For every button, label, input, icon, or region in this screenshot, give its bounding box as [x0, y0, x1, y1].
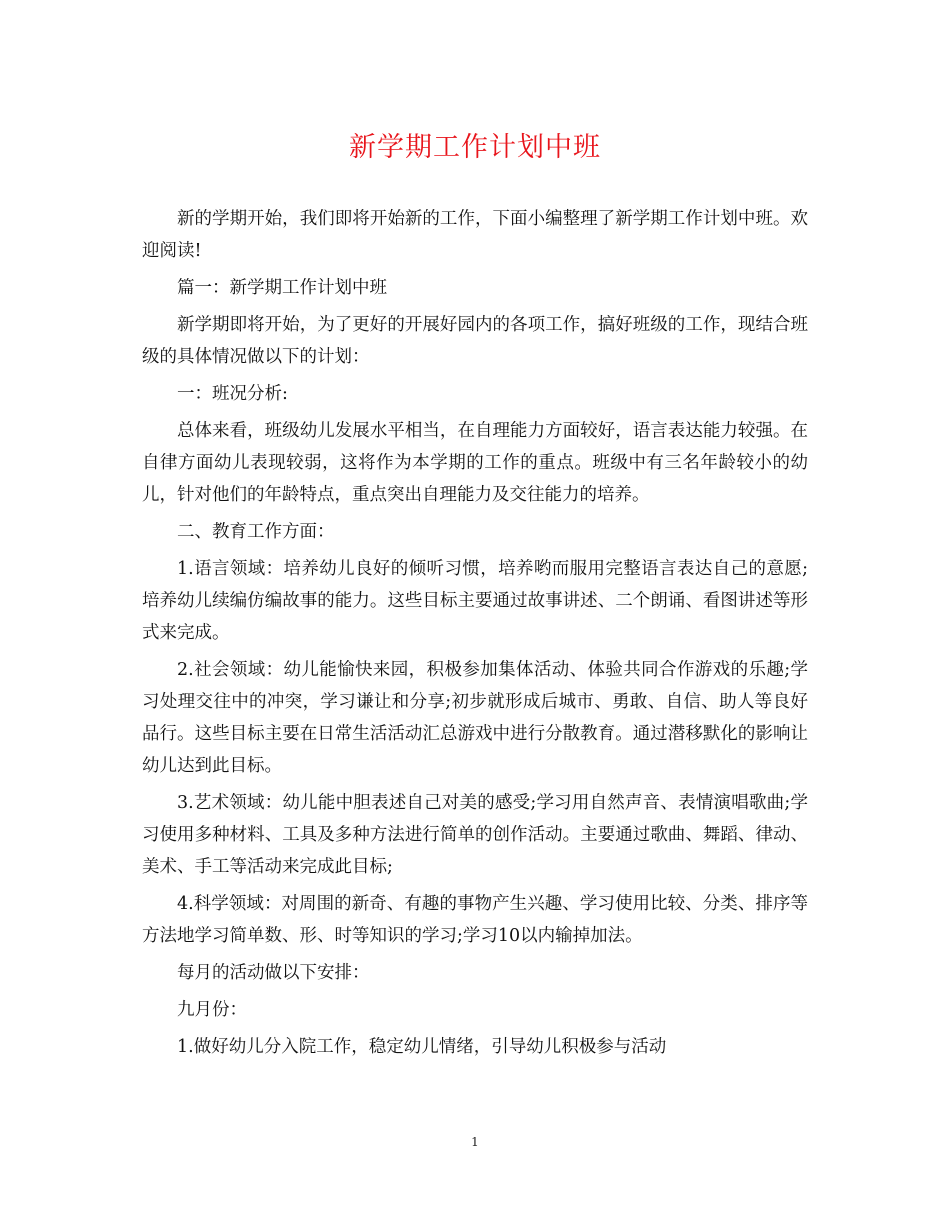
paragraph-class-analysis: 总体来看，班级幼儿发展水平相当，在自理能力方面较好，语言表达能力较强。在自律方面幼儿表现较弱，这将作为本学期的工作的重点。班级中有三名年龄较小的幼儿，针对他们的年龄特点，重点突出自理能力及交往能力的培养。	[142, 421, 808, 505]
document-title: 新学期工作计划中班	[349, 132, 601, 163]
paragraph-art-domain: 3.艺术领域：幼儿能中胆表述自己对美的感受;学习用自然声音、表情演唱歌曲;学习使用多种材料、工具及多种方法进行简单的创作活动。主要通过歌曲、舞蹈、律动、美术、手工等活动来完成此目标;	[142, 793, 808, 877]
paragraph-september-item-1: 1.做好幼儿分入院工作，稳定幼儿情绪，引导幼儿积极参与活动	[177, 1037, 667, 1057]
paragraph-language-domain: 1.语言领域：培养幼儿良好的倾听习惯，培养哟而服用完整语言表达自己的意愿;培养幼儿续编仿编故事的能力。这些目标主要通过故事讲述、二个朗诵、看图讲述等形式来完成。	[142, 559, 808, 643]
paragraph-social-domain: 2.社会领域：幼儿能愉快来园，积极参加集体活动、体验共同合作游戏的乐趣;学习处理交往中的冲突，学习谦让和分享;初步就形成后城市、勇敢、自信、助人等良好品行。这些目标主要在日常生活活动汇总游戏中进行分散教育。通过潜移默化的影响让幼儿达到此目标。	[142, 660, 808, 776]
document-body	[142, 203, 808, 1068]
paragraph-plan-intro: 新学期即将开始，为了更好的开展好园内的各项工作，搞好班级的工作，现结合班级的具体情况做以下的计划：	[142, 315, 808, 367]
paragraph-science-domain: 4.科学领域：对周围的新奇、有趣的事物产生兴趣、学习使用比较、分类、排序等方法地学习简单数、形、时等知识的学习;学习10以内输掉加法。	[142, 894, 808, 946]
paragraph-section-heading: 篇一：新学期工作计划中班	[177, 278, 387, 298]
paragraph-education-heading: 二、教育工作方面：	[177, 522, 335, 542]
paragraph-september: 九月份：	[177, 1000, 247, 1020]
page-number: 1	[471, 1135, 479, 1149]
paragraph-class-analysis-heading: 一：班况分析:	[177, 384, 288, 404]
paragraph-intro: 新的学期开始，我们即将开始新的工作，下面小编整理了新学期工作计划中班。欢迎阅读!	[142, 209, 808, 261]
paragraph-monthly-activities: 每月的活动做以下安排：	[177, 963, 370, 983]
